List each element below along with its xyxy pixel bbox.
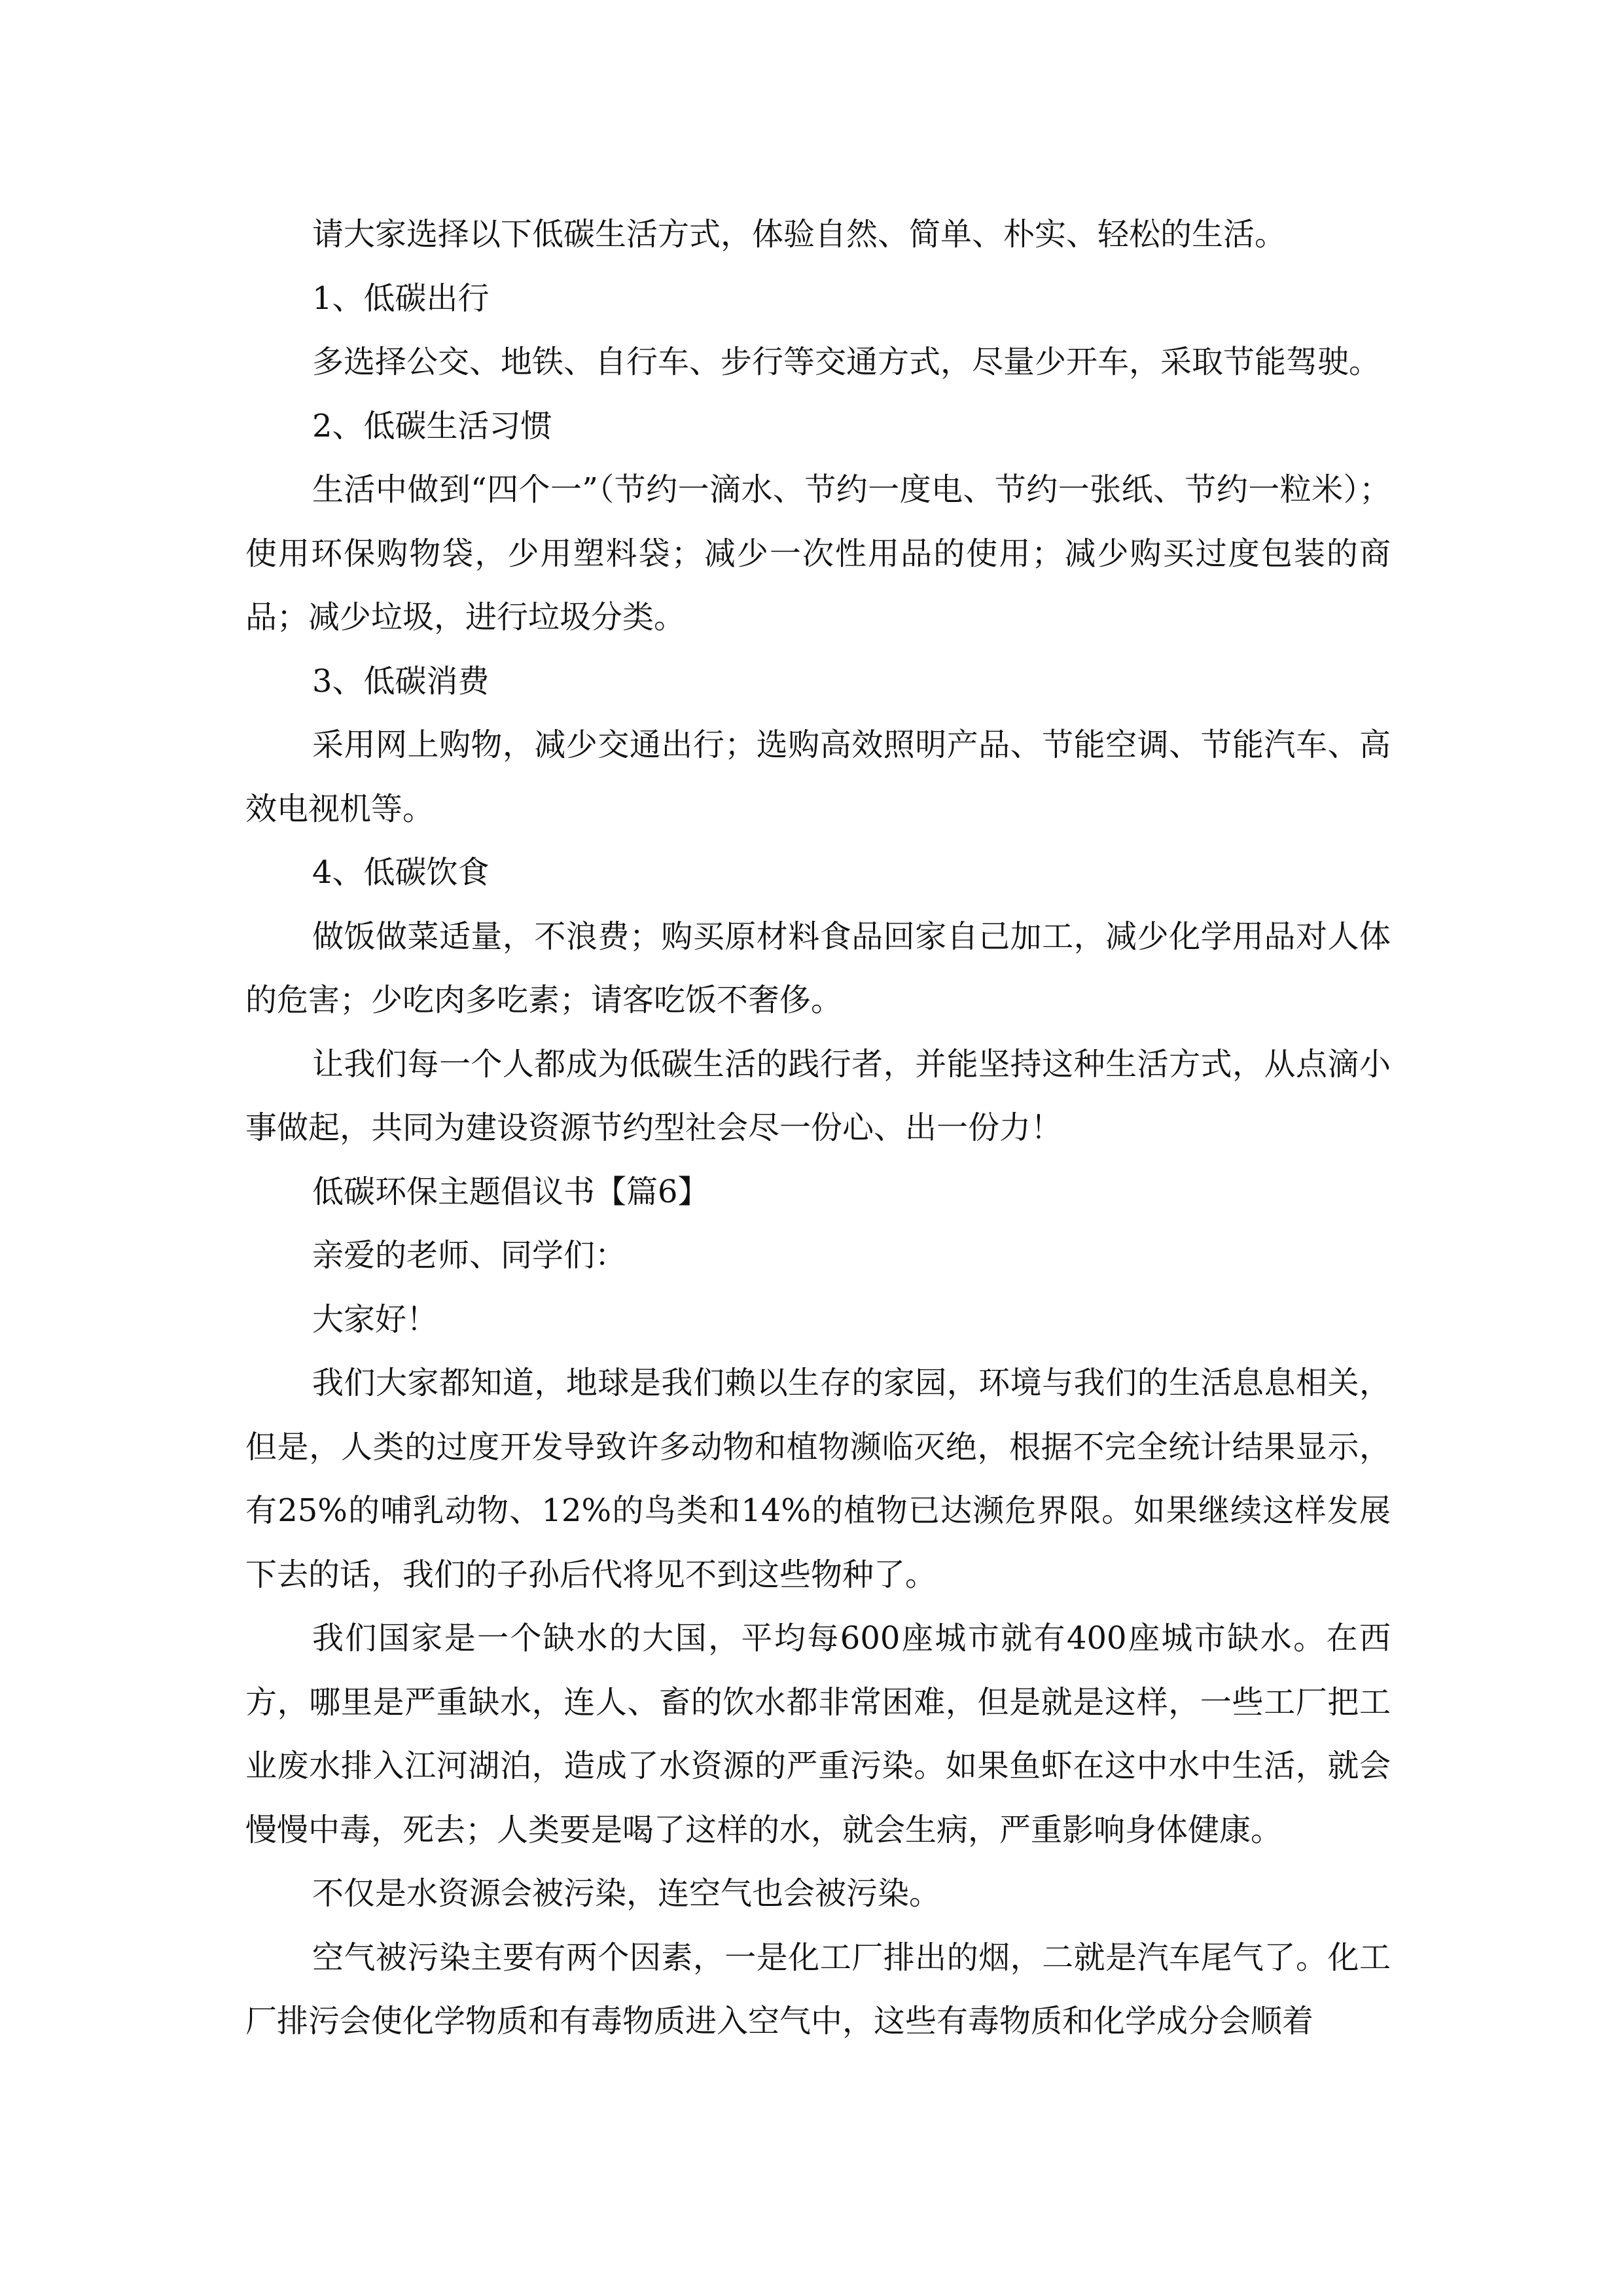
paragraph-diet: 做饭做菜适量，不浪费；购买原材料食品回家自己加工，减少化学用品对人体的危害；少吃肉多吃素；请客吃饭不奢侈。 [245, 918, 1391, 1018]
paragraph-travel: 多选择公交、地铁、自行车、步行等交通方式，尽量少开车，采取节能驾驶。 [312, 344, 1381, 380]
greeting: 大家好！ [312, 1300, 438, 1338]
paragraph-water-shortage: 我们国家是一个缺水的大国，平均每600座城市就有400座城市缺水。在西方，哪里是严重缺水，连人、畜的饮水都非常困难，但是就是这样，一些工厂把工业废水排入江河湖泊，造成了水资源的严重污染。如果鱼虾在这中水中生活，就会慢慢中毒，死去；人类要是喝了这样的水，就会生病，严重影响身体健康。 [245, 1620, 1391, 1848]
heading-low-carbon-habits: 2、低碳生活习惯 [312, 407, 552, 444]
paragraph-earth-home: 我们大家都知道，地球是我们赖以生存的家园，环境与我们的生活息息相关，但是，人类的过度开发导致许多动物和植物濒临灭绝，根据不完全统计结果显示，有25%的哺乳动物、12%的鸟类和14%的植物已达濒危界限。如果继续这样发展下去的话，我们的子孙后代将见不到这些物种了。 [245, 1365, 1391, 1593]
paragraph-call-to-action: 让我们每一个人都成为低碳生活的践行者，并能坚持这种生活方式，从点滴小事做起，共同为建设资源节约型社会尽一份心、出一份力！ [245, 1045, 1391, 1146]
heading-low-carbon-travel: 1、低碳出行 [312, 279, 490, 317]
paragraph-consumption: 采用网上购物，减少交通出行；选购高效照明产品、节能空调、节能汽车、高效电视机等。 [245, 726, 1391, 827]
paragraph-air-pollution-intro: 不仅是水资源会被污染，连空气也会被污染。 [312, 1875, 941, 1912]
salutation: 亲爱的老师、同学们： [312, 1237, 627, 1274]
paragraph-habits: 生活中做到“四个一”（节约一滴水、节约一度电、节约一张纸、节约一粒米）；使用环保购物袋，少用塑料袋；减少一次性用品的使用；减少购买过度包装的商品；减少垃圾，进行垃圾分类。 [245, 471, 1391, 636]
paragraph-intro: 请大家选择以下低碳生活方式，体验自然、简单、朴实、轻松的生活。 [312, 216, 1287, 253]
paragraph-air-pollution-causes: 空气被污染主要有两个因素，一是化工厂排出的烟，二就是汽车尾气了。化工厂排污会使化学物质和有毒物质进入空气中，这些有毒物质和化学成分会顺着 [245, 1939, 1391, 2039]
heading-low-carbon-consumption: 3、低碳消费 [312, 662, 490, 700]
section-title: 低碳环保主题倡议书【篇6】 [312, 1173, 709, 1210]
document-body [245, 203, 1391, 2054]
heading-low-carbon-diet: 4、低碳饮食 [312, 854, 490, 891]
